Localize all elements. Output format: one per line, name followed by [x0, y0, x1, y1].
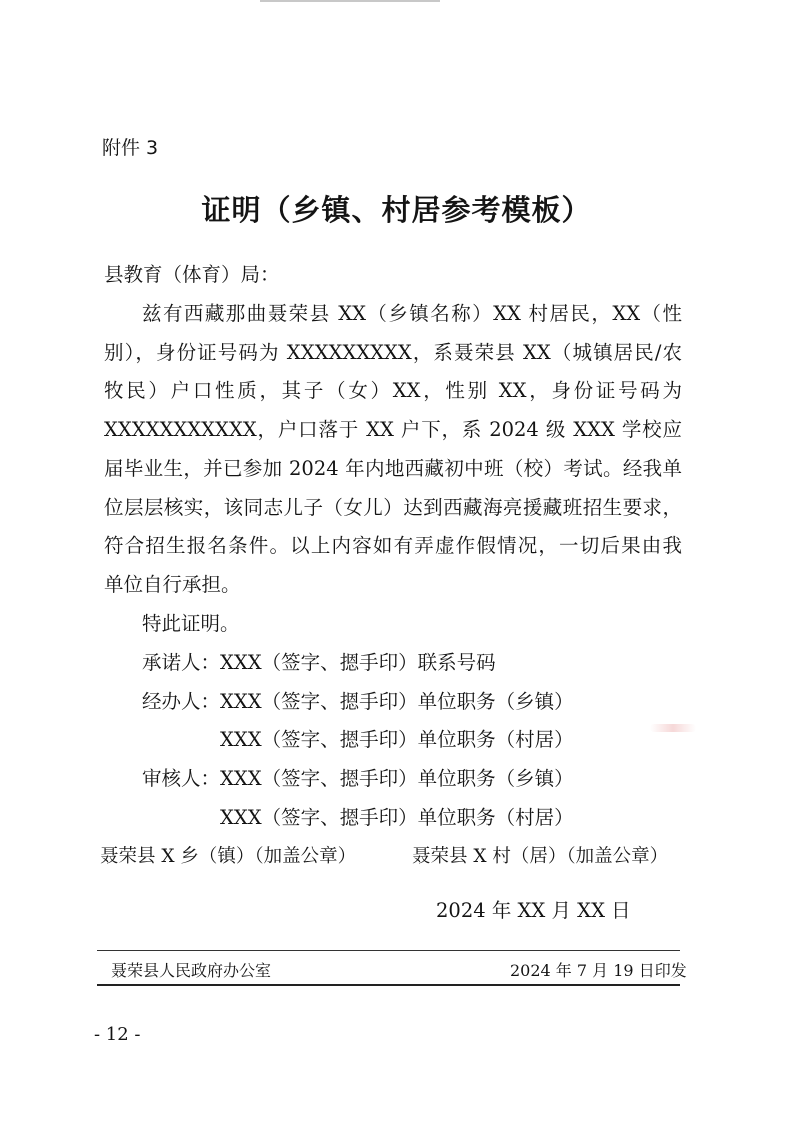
footer-bottom-rule — [97, 984, 680, 986]
signature-reviewer-township: 审核人：XXX（签字、摁手印）单位职务（乡镇） — [142, 767, 574, 790]
body-line: 牧民）户口性质，其子（女）XX，性别 XX，身份证号码为 — [104, 379, 682, 402]
issuing-office: 聂荣县人民政府办公室 — [111, 961, 272, 980]
body-line: XXXXXXXXXXX，户口落于 XX 户下，系 2024 级 XXX 学校应 — [104, 418, 682, 441]
body-line: 届毕业生，并已参加 2024 年内地西藏初中班（校）考试。经我单 — [104, 457, 682, 480]
seal-village: 聂荣县 X 村（居）（加盖公章） — [412, 846, 669, 867]
faint-stamp-mark — [650, 724, 696, 732]
seal-township: 聂荣县 X 乡（镇）（加盖公章） — [100, 846, 357, 867]
signature-reviewer-village: XXX（签字、摁手印）单位职务（村居） — [220, 806, 574, 829]
top-edge-mark — [260, 0, 440, 2]
signature-handler-township: 经办人：XXX（签字、摁手印）单位职务（乡镇） — [142, 690, 574, 713]
signature-promisor: 承诺人：XXX（签字、摁手印）联系号码 — [142, 651, 496, 674]
closing-statement: 特此证明。 — [142, 612, 240, 635]
document-date: 2024 年 XX 月 XX 日 — [436, 899, 631, 922]
salutation: 县教育（体育）局： — [104, 263, 280, 286]
body-line: 位层层核实，该同志儿子（女儿）达到西藏海亮援藏班招生要求， — [104, 496, 682, 519]
page-number: - 12 - — [94, 1024, 141, 1045]
document-title: 证明（乡镇、村居参考模板） — [201, 193, 592, 227]
attachment-label: 附件 3 — [102, 137, 159, 159]
body-line: 兹有西藏那曲聂荣县 XX（乡镇名称）XX 村居民，XX（性 — [142, 302, 682, 325]
body-line: 符合招生报名条件。以上内容如有弄虚作假情况，一切后果由我 — [104, 534, 682, 557]
signature-handler-village: XXX（签字、摁手印）单位职务（村居） — [220, 728, 574, 751]
body-line: 单位自行承担。 — [104, 573, 241, 596]
body-line: 别），身份证号码为 XXXXXXXXX，系聂荣县 XX（城镇居民/农 — [104, 341, 682, 364]
print-date: 2024 年 7 月 19 日印发 — [510, 961, 687, 980]
footer-top-rule — [97, 950, 680, 951]
